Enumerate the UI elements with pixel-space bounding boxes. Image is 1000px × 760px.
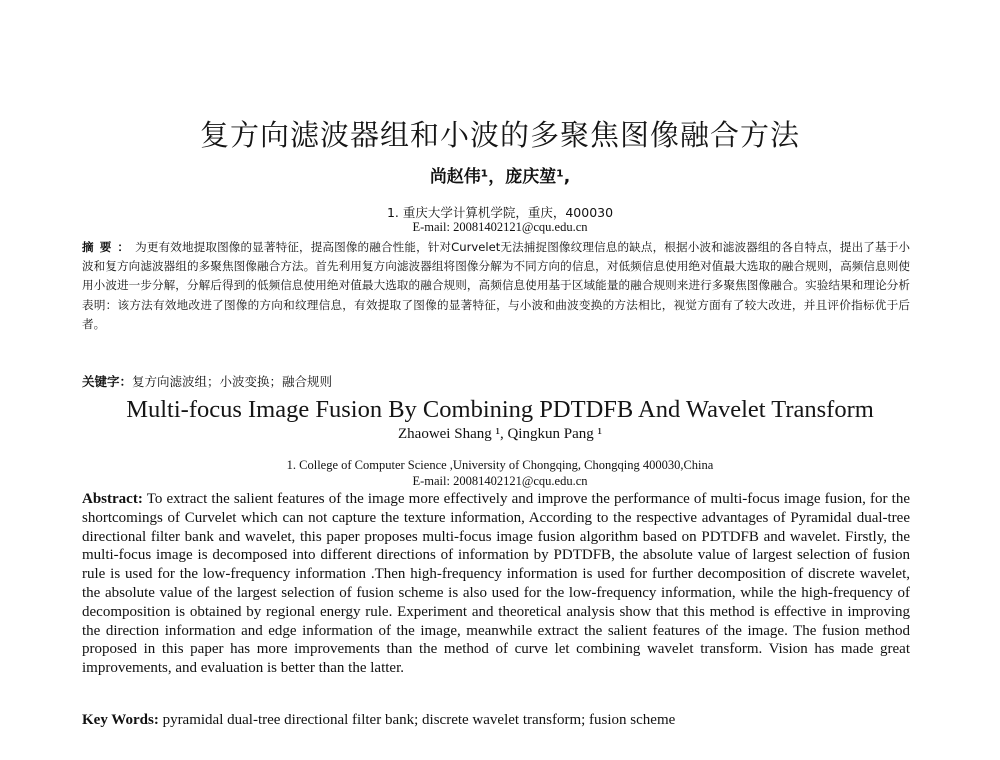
chinese-abstract-text: 为更有效地提取图像的显著特征，提高图像的融合性能，针对Curvelet无法捕捉图像纹理信息的缺点，根据小波和滤波器组的各自特点，提出了基于小波和复方向滤波器组的多聚焦图像融合方法。首先利用复方向滤波器组将图像分解为不同方向的信息，对低频信息使用绝对值最大选取的融合规则，高频信息则使用小波进一步分解，分解后得到的低频信息使用绝对值最大选取的融合规则，高频信息使用基于区域能量的融合规则来进行多聚焦图像融合。实验结果和理论分析表明：该方法有效地改进了图像的方向和纹理信息，有效提取了图像的显著特征，与小波和曲波变换的方法相比，视觉方面有了较大改进，并且评价指标优于后者。 [82, 240, 910, 331]
chinese-keywords-text: 复方向滤波组；小波变换；融合规则 [132, 374, 333, 389]
english-keywords-label: Key Words: [82, 712, 159, 728]
chinese-keywords [82, 372, 910, 390]
chinese-authors: 尚赵伟¹，庞庆堃¹, [429, 167, 571, 187]
chinese-abstract [82, 238, 910, 334]
chinese-affiliation: 1. 重庆大学计算机学院，重庆，400030 [386, 205, 614, 220]
english-abstract-label: Abstract: [82, 491, 143, 507]
chinese-abstract-label: 摘要： [82, 240, 136, 254]
english-email: E-mail: 20081402121@cqu.edu.cn [412, 474, 588, 488]
english-keywords [82, 712, 910, 729]
english-affiliation: 1. College of Computer Science ,University of Chongqing, Chongqing 400030,China [286, 458, 714, 472]
english-abstract-text: To extract the salient features of the image more effectively and improve the performance of multi-focus image fusion, for the shortcomings of Curvelet which can not capture the texture information, According to the respective advantages of Pyramidal dual-tree directional filter bank and wavelet, this paper proposes multi-focus image fusion algorithm based on PDTDFB and wavelet. Firstly, the multi-focus image is decomposed into different directions of information by PDTDFB, the absolute value of largest selection of fusion rule is used for the low-frequency information .Then high-frequency information is used for further decomposition of discrete wavelet, the absolute value of the largest selection of fusion scheme is also used for the low-frequency information, while the high-frequency of decomposition is obtained by regional energy rule. Experiment and theoretical analysis show that this method is effective in improving the direction information and edge information of the image, meanwhile extract the salient features of the image. The fusion method proposed in this paper has more improvements than the method of curve let combining wavelet transform. Vision has made great improvements, and evaluation is better than the latter. [82, 491, 910, 677]
english-authors: Zhaowei Shang ¹, Qingkun Pang ¹ [398, 426, 602, 442]
english-keywords-text: pyramidal dual-tree directional filter bank; discrete wavelet transform; fusion scheme [162, 712, 676, 728]
chinese-email: E-mail: 20081402121@cqu.edu.cn [412, 220, 588, 234]
english-abstract [82, 490, 910, 678]
english-title: Multi-focus Image Fusion By Combining PDTDFB And Wavelet Transform [126, 396, 874, 423]
chinese-keywords-label: 关键字： [82, 374, 133, 389]
chinese-title: 复方向滤波器组和小波的多聚焦图像融合方法 [199, 118, 800, 152]
